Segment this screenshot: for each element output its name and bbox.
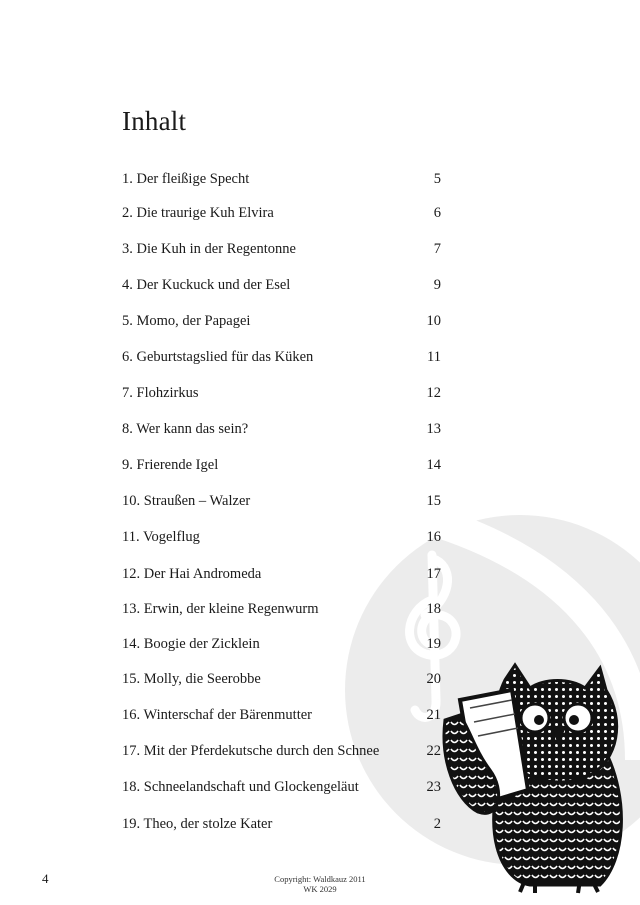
- toc-entry-title: 13. Erwin, der kleine Regenwurm: [122, 601, 319, 617]
- toc-entry-title: 18. Schneelandschaft und Glockengeläut: [122, 779, 359, 795]
- toc-entry-title: 15. Molly, die Seerobbe: [122, 671, 261, 687]
- footer-copyright: [230, 874, 410, 894]
- toc-entry-page: 7: [433, 241, 441, 257]
- page-number: 4: [42, 871, 49, 886]
- toc-entry-title: 4. Der Kuckuck und der Esel: [122, 277, 291, 293]
- toc-entry-page: 21: [426, 707, 441, 723]
- toc-entry-page: 20: [426, 671, 441, 687]
- toc-entry-page: 19: [426, 636, 441, 652]
- toc-entry-title: 8. Wer kann das sein?: [122, 421, 249, 437]
- toc-entry-title: 17. Mit der Pferdekutsche durch den Schnee: [122, 743, 380, 759]
- catalog-code: WK 2029: [303, 884, 337, 894]
- toc-entry-title: 16. Winterschaf der Bärenmutter: [122, 707, 312, 723]
- toc-entry-page: 15: [426, 493, 441, 509]
- toc-entry-title: 19. Theo, der stolze Kater: [122, 816, 273, 832]
- toc-entry-title: 9. Frierende Igel: [122, 457, 219, 473]
- page-title: Inhalt: [122, 106, 187, 137]
- toc-entry-page: 6: [433, 205, 441, 221]
- toc-entry-title: 2. Die traurige Kuh Elvira: [122, 205, 274, 221]
- toc-entry-page: 16: [426, 529, 441, 545]
- toc-entry-title: 5. Momo, der Papagei: [122, 313, 251, 329]
- toc-entry-page: 18: [426, 601, 441, 617]
- toc-entry-title: 6. Geburtstagslied für das Küken: [122, 349, 314, 365]
- toc-entry-title: 11. Vogelflug: [122, 529, 200, 545]
- toc-entry-title: 1. Der fleißige Specht: [122, 171, 250, 187]
- toc-entry-title: 12. Der Hai Andromeda: [122, 566, 262, 582]
- toc-entry-page: 5: [433, 171, 441, 187]
- toc-entry-page: 13: [426, 421, 441, 437]
- toc-entry-page: 12: [426, 385, 441, 401]
- toc-entry-page: 10: [426, 313, 441, 329]
- toc-entry-page: 2: [433, 816, 441, 832]
- toc-entry-title: 3. Die Kuh in der Regentonne: [122, 241, 296, 257]
- toc-entry-page: 17: [426, 566, 441, 582]
- toc-entry-page: 14: [426, 457, 441, 473]
- toc-entry-page: 23: [426, 779, 441, 795]
- copyright-text: Copyright: Waldkauz 2011: [274, 874, 366, 884]
- toc-entry-title: 7. Flohzirkus: [122, 385, 199, 401]
- toc-entry-page: 11: [427, 349, 441, 365]
- toc-entry-title: 10. Straußen – Walzer: [122, 493, 251, 509]
- toc-entry-page: 22: [426, 743, 441, 759]
- toc-entry-title: 14. Boogie der Zicklein: [122, 636, 260, 652]
- toc-entry-page: 9: [433, 277, 441, 293]
